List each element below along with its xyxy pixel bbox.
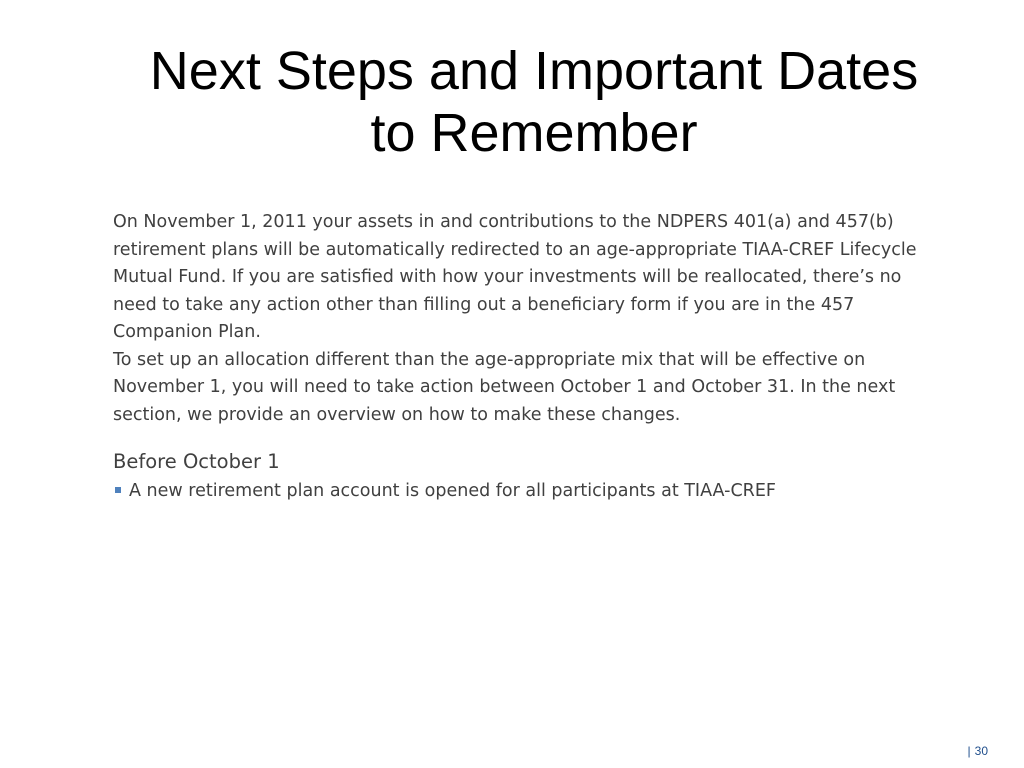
body-paragraph-1: On November 1, 2011 your assets in and contributions to the NDPERS 401(a) and 457(b) retirement plans will be automatically redirected to an age-appropriate TIAA-CREF Lifecycle Mutual Fund. If you are satisfied with how your investments will be reallocated, there’s no need to take any action other than filling out a beneficiary form if you are in the 457 Companion Plan.	[113, 212, 917, 342]
bullet-list	[113, 477, 943, 505]
page-number-value: 30	[974, 744, 988, 758]
slide-title-line-2: to Remember	[370, 103, 698, 163]
body-paragraph-2: To set up an allocation different than the age-appropriate mix that will be effective on November 1, you will need to take action between October 1 and October 31. In the next section, we provide an overview on how to make these changes.	[113, 349, 896, 425]
list-item	[113, 477, 943, 505]
page-number	[968, 744, 988, 758]
slide-title-line-1: Next Steps and Important Dates	[149, 41, 919, 101]
bullet-text: A new retirement plan account is opened for all participants at TIAA-CREF	[129, 481, 776, 501]
section-heading: Before October 1	[113, 450, 280, 473]
slide-title	[100, 40, 968, 164]
slide-body	[113, 209, 943, 505]
page-number-separator: |	[967, 744, 971, 758]
square-bullet-icon	[115, 487, 121, 493]
